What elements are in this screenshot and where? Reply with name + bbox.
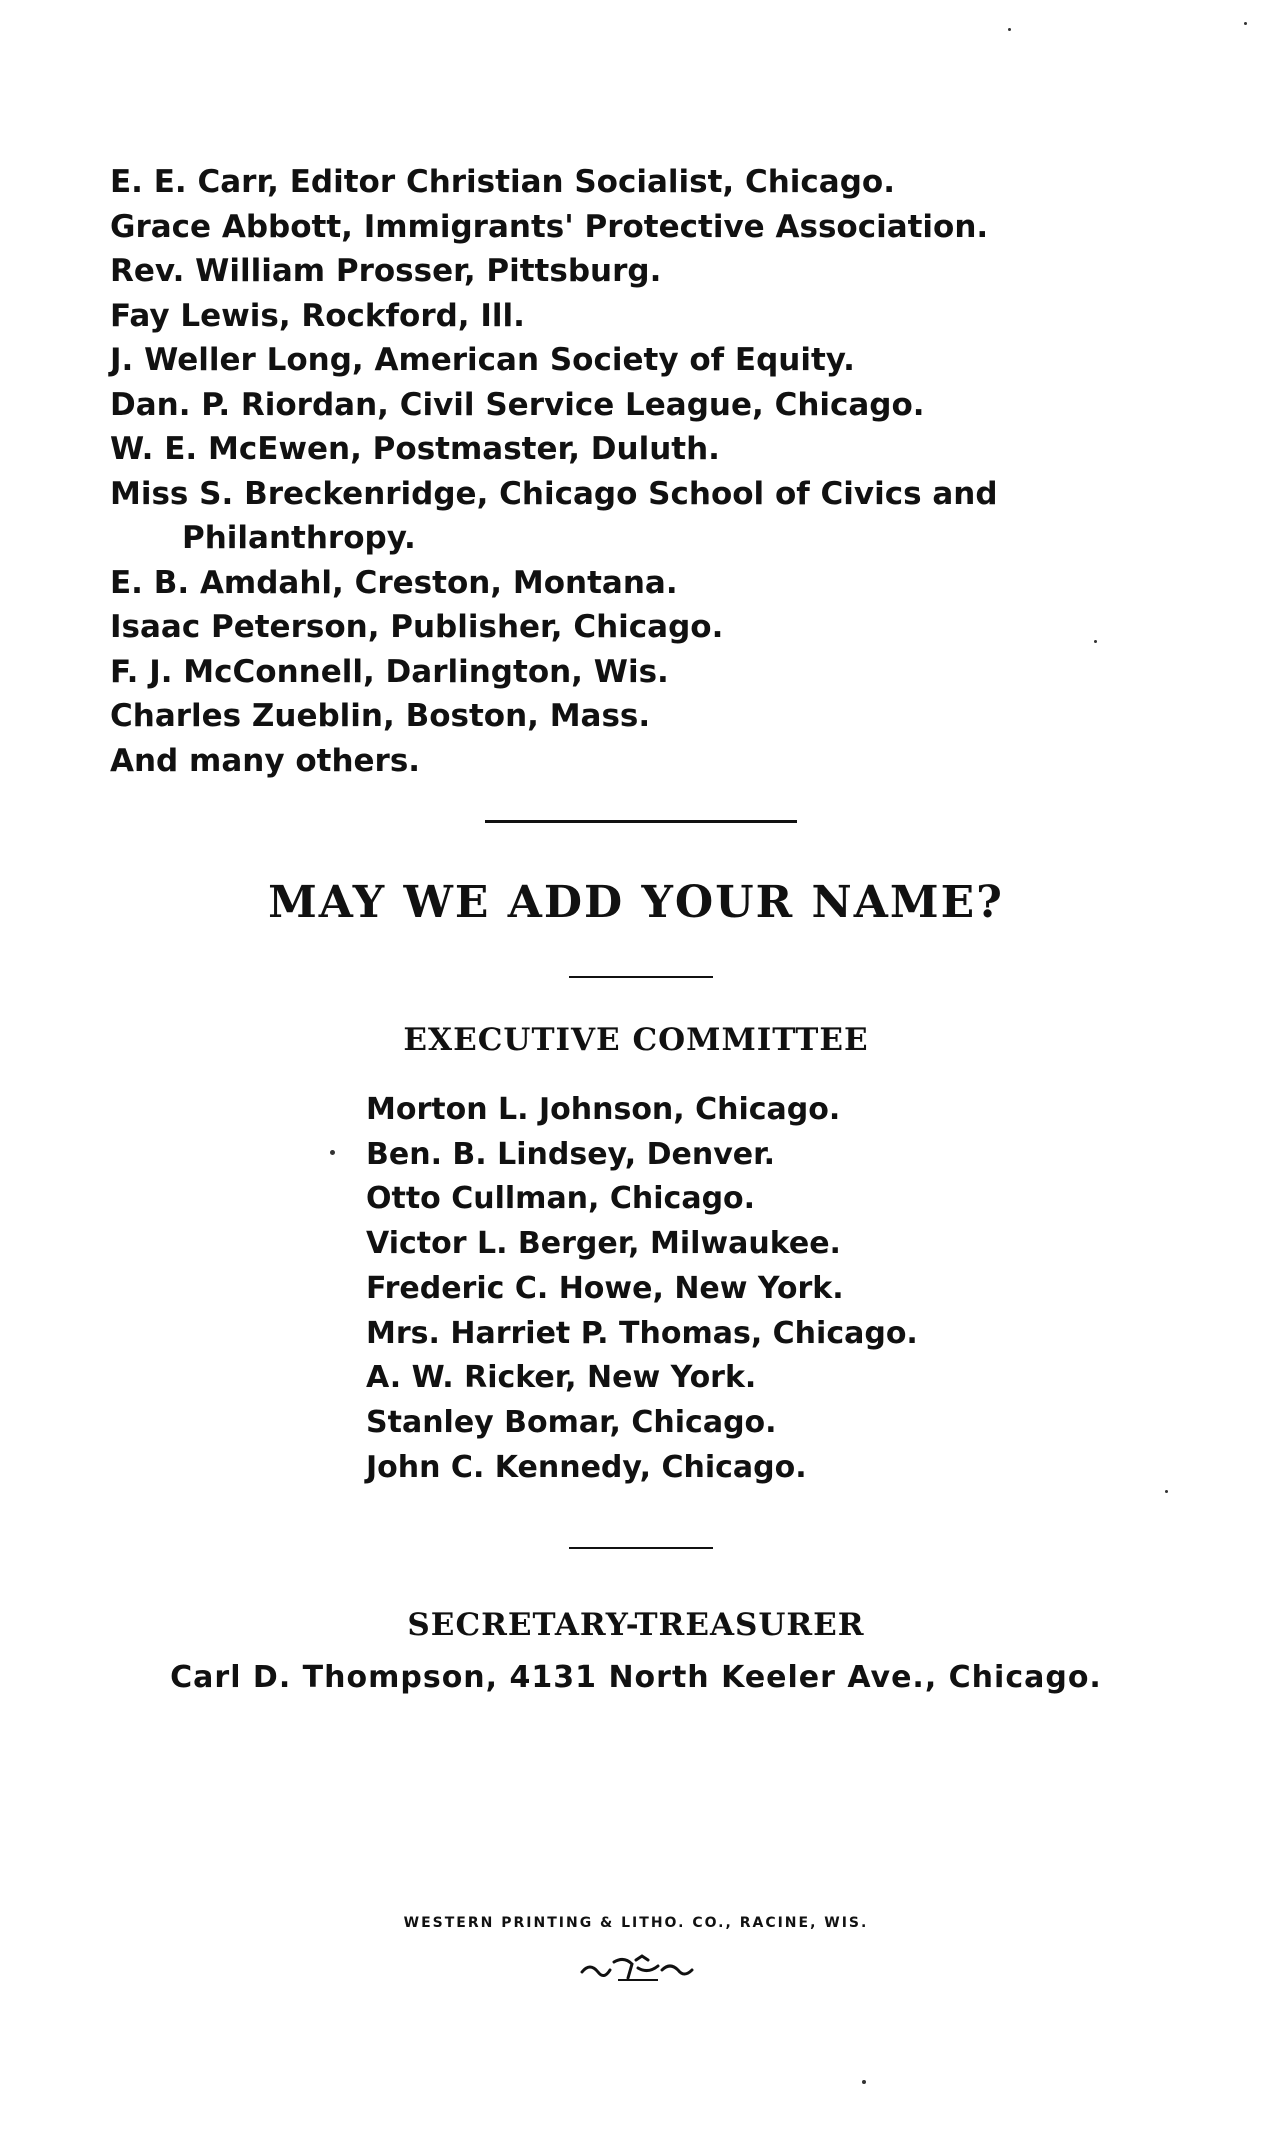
executive-committee-heading: EXECUTIVE COMMITTEE <box>403 1022 869 1058</box>
supporter-entry: J. Weller Long, American Society of Equity. <box>110 342 855 378</box>
supporter-entry: Grace Abbott, Immigrants' Protective Association. <box>110 208 989 245</box>
page-headline: MAY WE ADD YOUR NAME? <box>268 877 1004 928</box>
committee-member: John C. Kennedy, Chicago. <box>366 1449 807 1485</box>
print-speck <box>1244 22 1247 25</box>
section-divider <box>485 820 797 823</box>
printer-imprint: WESTERN PRINTING & LITHO. CO., RACINE, WIS. <box>403 1915 869 1931</box>
committee-member: Stanley Bomar, Chicago. <box>366 1404 777 1440</box>
supporters-list <box>110 160 1190 783</box>
secretary-treasurer-heading: SECRETARY-TREASURER <box>407 1607 865 1643</box>
print-speck <box>862 2080 866 2084</box>
supporter-entry: Miss S. Breckenridge, Chicago School of Civics and Philanthropy. <box>110 475 998 556</box>
union-label-mark <box>574 1950 698 1990</box>
print-speck <box>1094 640 1097 643</box>
committee-member: Victor L. Berger, Milwaukee. <box>366 1226 841 1262</box>
supporter-entry: E. E. Carr, Editor Christian Socialist, Chicago. <box>110 164 895 200</box>
committee-member: Otto Cullman, Chicago. <box>366 1181 756 1217</box>
supporter-entry: W. E. McEwen, Postmaster, Duluth. <box>110 431 720 467</box>
secretary-treasurer-name: Carl D. Thompson, 4131 North Keeler Ave., Chicago. <box>170 1660 1102 1695</box>
supporter-entry: Dan. P. Riordan, Civil Service League, Chicago. <box>110 386 925 423</box>
committee-member: Ben. B. Lindsey, Denver. <box>366 1136 776 1172</box>
print-speck <box>1165 1490 1168 1493</box>
committee-member: Morton L. Johnson, Chicago. <box>366 1092 841 1127</box>
supporter-entry: E. B. Amdahl, Creston, Montana. <box>110 564 678 601</box>
supporter-entry: Charles Zueblin, Boston, Mass. <box>110 698 651 734</box>
section-divider <box>569 1547 713 1549</box>
print-speck <box>330 1150 335 1155</box>
committee-member: Mrs. Harriet P. Thomas, Chicago. <box>366 1315 918 1351</box>
supporter-entry: F. J. McConnell, Darlington, Wis. <box>110 653 669 690</box>
supporter-entry: Rev. William Prosser, Pittsburg. <box>110 253 662 289</box>
section-divider <box>569 976 713 978</box>
supporter-entry: Isaac Peterson, Publisher, Chicago. <box>110 609 724 645</box>
committee-member: A. W. Ricker, New York. <box>366 1360 757 1396</box>
committee-member: Frederic C. Howe, New York. <box>366 1270 844 1306</box>
supporter-entry: Fay Lewis, Rockford, Ill. <box>110 297 525 334</box>
executive-committee-list <box>366 1088 918 1490</box>
print-speck <box>1008 28 1011 31</box>
supporter-entry: And many others. <box>110 742 421 779</box>
